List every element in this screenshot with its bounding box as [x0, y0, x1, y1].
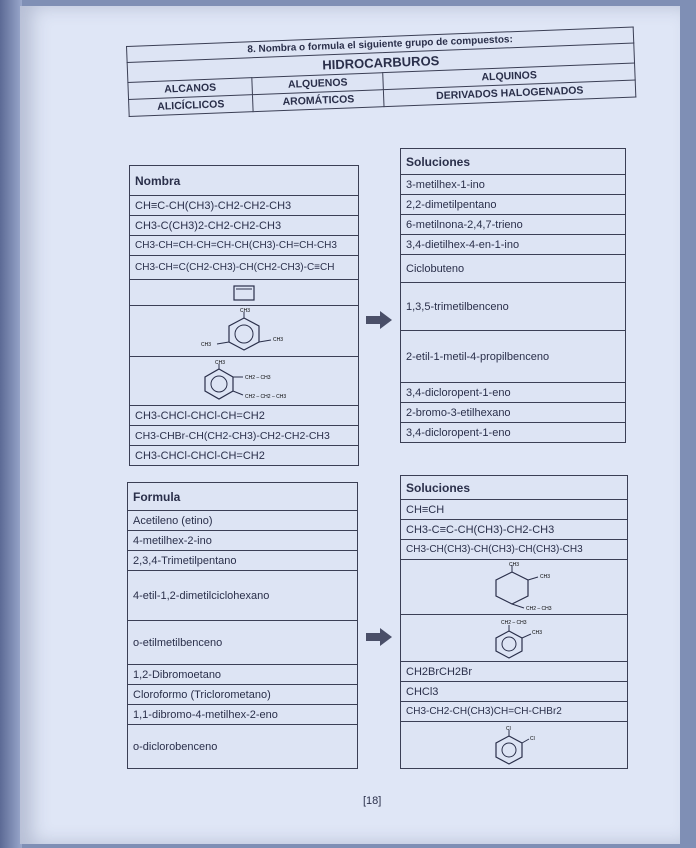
nombra-row-9: CH3-CHBr-CH(CH2-CH3)-CH2-CH2-CH3 — [130, 426, 359, 446]
nombra-header: Nombra — [130, 166, 359, 196]
category-alquenos: ALQUENOS — [252, 73, 384, 95]
solucion-6: 1,3,5-trimetilbenceno — [401, 283, 626, 331]
formula-row-4: 4-etil-1,2-dimetilciclohexano — [128, 571, 358, 621]
cyclobutene-structure — [230, 283, 258, 303]
cl-label: Cl — [530, 736, 535, 742]
solucion-1: 3-metilhex-1-ino — [401, 175, 626, 195]
category-alcanos: ALCANOS — [128, 78, 253, 100]
ethylmethylbenzene-structure — [459, 617, 569, 659]
solucion-b1: CH≡CH — [401, 500, 628, 520]
nombra-row-3: CH3-CH=CH-CH=CH-CH(CH3)-CH=CH-CH3 — [130, 236, 359, 256]
ethyl-label: CH2 – CH3 — [501, 620, 527, 626]
cl-label: Cl — [506, 726, 511, 732]
nombra-table — [129, 165, 359, 466]
arrow-right-icon — [366, 628, 392, 646]
formula-header: Formula — [128, 483, 358, 511]
propyl-label: CH2 – CH2 – CH3 — [245, 394, 287, 400]
nombra-row-5 — [130, 280, 359, 306]
solucion-b4 — [401, 560, 628, 615]
category-aromaticos: AROMÁTICOS — [252, 90, 384, 112]
formula-row-1: Acetileno (etino) — [128, 511, 358, 531]
ethyldimethylcyclohexane-structure — [454, 562, 574, 612]
trimethylbenzene-structure — [189, 308, 299, 354]
formula-row-2: 4-metilhex-2-ino — [128, 531, 358, 551]
solucion-b2: CH3-C≡C-CH(CH3)-CH2-CH3 — [401, 520, 628, 540]
soluciones-header: Soluciones — [401, 476, 628, 500]
solucion-2: 2,2-dimetilpentano — [401, 195, 626, 215]
nombra-row-7 — [130, 357, 359, 406]
nombra-row-1: CH≡C-CH(CH3)-CH2-CH2-CH3 — [130, 196, 359, 216]
solucion-b3: CH3-CH(CH3)-CH(CH3)-CH(CH3)-CH3 — [401, 540, 628, 560]
book-spine — [0, 0, 22, 848]
formula-row-5: o-etilmetilbenceno — [128, 621, 358, 665]
nombra-row-10: CH3-CHCl-CHCl-CH=CH2 — [130, 446, 359, 466]
solucion-b9 — [401, 722, 628, 769]
solucion-5: Ciclobuteno — [401, 255, 626, 283]
nombra-row-4: CH3-CH=C(CH2-CH3)-CH(CH2-CH3)-C≡CH — [130, 256, 359, 280]
ch3-label: CH3 — [201, 342, 212, 348]
ch3-label: CH3 — [215, 360, 226, 366]
ethyl-label: CH2 – CH3 — [526, 606, 552, 612]
ethylmethylpropylbenzene-structure — [179, 359, 309, 403]
nombra-row-6 — [130, 306, 359, 357]
exercise-title: 8. Nombra o formula el siguiente grupo de compuestos: — [127, 27, 634, 62]
category-alquinos: ALQUINOS — [383, 63, 635, 90]
soluciones-header: Soluciones — [401, 149, 626, 175]
dichlorobenzene-structure — [469, 724, 559, 766]
arrow-right-icon — [366, 311, 392, 329]
formula-row-6: 1,2-Dibromoetano — [128, 665, 358, 685]
solucion-7: 2-etil-1-metil-4-propilbenceno — [401, 331, 626, 383]
category-derivados: DERIVADOS HALOGENADOS — [384, 80, 636, 107]
solucion-10: 3,4-dicloropent-1-eno — [401, 423, 626, 443]
solucion-8: 3,4-dicloropent-1-eno — [401, 383, 626, 403]
solucion-b5 — [401, 615, 628, 662]
ch3-label: CH3 — [240, 308, 251, 314]
formula-table — [127, 482, 358, 769]
ch3-label: CH3 — [273, 337, 284, 343]
soluciones-table-2 — [400, 475, 628, 769]
solucion-9: 2-bromo-3-etilhexano — [401, 403, 626, 423]
solucion-3: 6-metilnona-2,4,7-trieno — [401, 215, 626, 235]
nombra-row-8: CH3-CHCl-CHCl-CH=CH2 — [130, 406, 359, 426]
page-number: [18] — [363, 795, 382, 807]
solucion-b7: CHCl3 — [401, 682, 628, 702]
ch3-label: CH3 — [532, 630, 543, 636]
ethyl-label: CH2 – CH3 — [245, 375, 271, 381]
solucion-4: 3,4-dietilhex-4-en-1-ino — [401, 235, 626, 255]
group-title: HIDROCARBUROS — [127, 43, 634, 82]
soluciones-table-1 — [400, 148, 626, 443]
solucion-b8: CH3-CH2-CH(CH3)CH=CH-CHBr2 — [401, 702, 628, 722]
formula-row-8: 1,1-dibromo-4-metilhex-2-eno — [128, 705, 358, 725]
formula-row-9: o-diclorobenceno — [128, 725, 358, 769]
category-aliciclicos: ALICÍCLICOS — [129, 95, 254, 117]
solucion-b6: CH2BrCH2Br — [401, 662, 628, 682]
formula-row-7: Cloroformo (Triclorometano) — [128, 685, 358, 705]
nombra-row-2: CH3-C(CH3)2-CH2-CH2-CH3 — [130, 216, 359, 236]
formula-row-3: 2,3,4-Trimetilpentano — [128, 551, 358, 571]
ch3-label: CH3 — [540, 574, 551, 580]
ch3-label: CH3 — [509, 562, 520, 568]
